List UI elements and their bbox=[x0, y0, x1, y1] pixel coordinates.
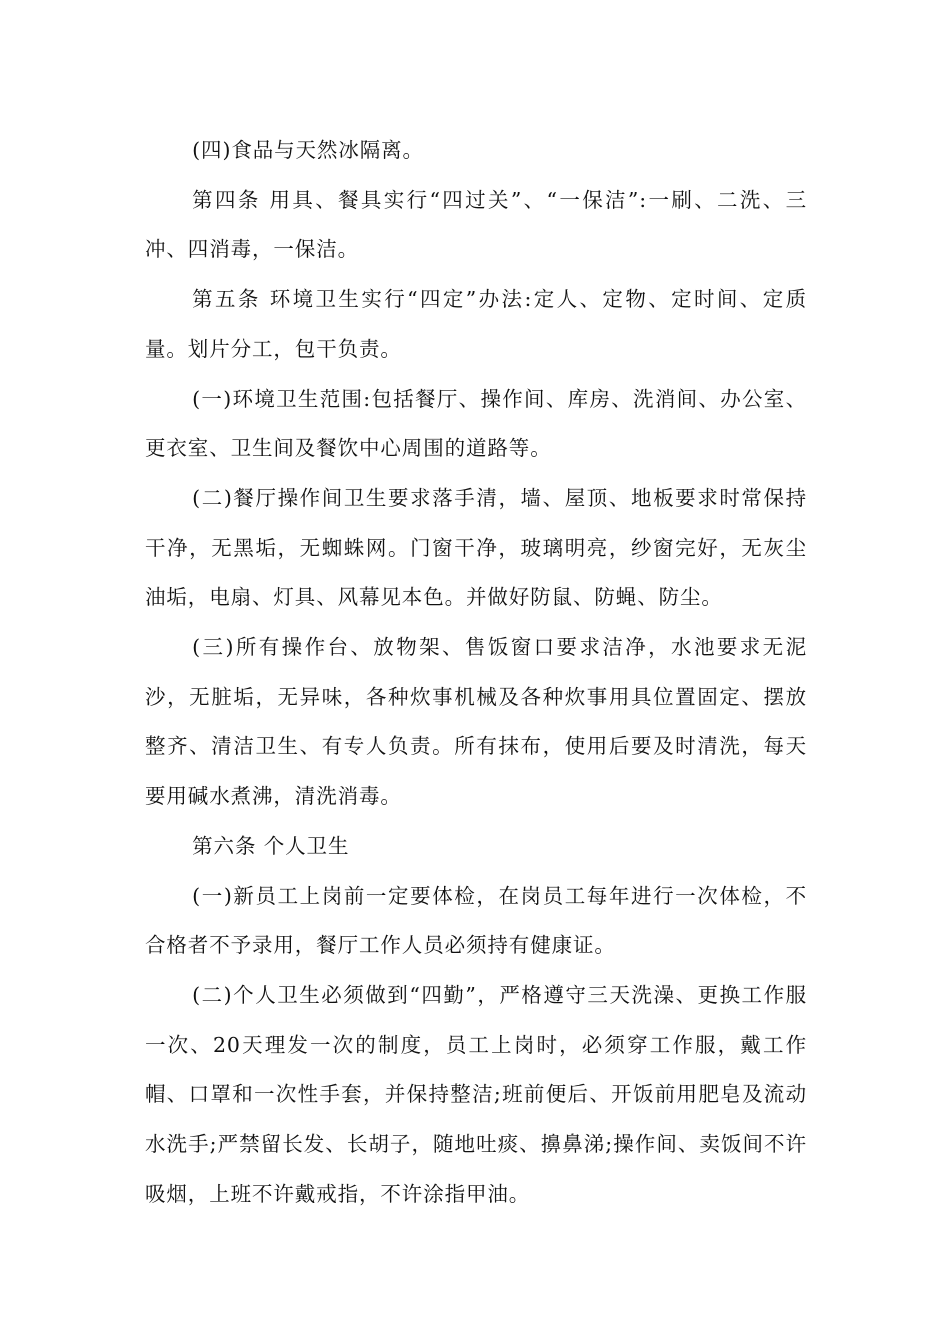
paragraph-article-6: 第六条 个人卫生 bbox=[192, 833, 350, 858]
paragraph-article-5: 第五条 环境卫生实行“四定”办法:定人、定物、定时间、定质量。划片分工，包干负责。 bbox=[145, 287, 807, 361]
paragraph-personal-hygiene: (二)个人卫生必须做到“四勤”，严格遵守三天洗澡、更换工作服一次、20天理发一次的制度，员工上岗时，必须穿工作服，戴工作帽、口罩和一次性手套，并保持整洁;班前便后、开饭前用肥皂及流动水洗手;严禁留长发、长胡子，随地吐痰、擤鼻涕;操作间、卖饭间不许吸烟，上班不许戴戒指，不许涂指甲油。 bbox=[145, 982, 807, 1206]
paragraph-article-4: 第四条 用具、餐具实行“四过关”、“一保洁”:一刷、二洗、三冲、四消毒，一保洁。 bbox=[145, 187, 807, 262]
paragraph-section-4: (四)食品与天然冰隔离。 bbox=[192, 138, 424, 162]
document-body bbox=[145, 126, 807, 1219]
paragraph-health-check: (一)新员工上岗前一定要体检，在岗员工每年进行一次体检，不合格者不予录用，餐厅工作人员必须持有健康证。 bbox=[145, 883, 807, 958]
paragraph-env-kitchen: (二)餐厅操作间卫生要求落手清，墙、屋顶、地板要求时常保持干净，无黑垢，无蜘蛛网。门窗干净，玻璃明亮，纱窗完好，无灰尘油垢，电扇、灯具、风幕见本色。并做好防鼠、防蝇、防尘。 bbox=[145, 485, 807, 610]
paragraph-env-equipment: (三)所有操作台、放物架、售饭窗口要求洁净，水池要求无泥沙，无脏垢，无异味，各种炊事机械及各种炊事用具位置固定、摆放整齐、清洁卫生、有专人负责。所有抹布，使用后要及时清洗，每天要用碱水煮沸，清洗消毒。 bbox=[145, 635, 807, 809]
paragraph-env-scope: (一)环境卫生范围:包括餐厅、操作间、库房、洗消间、办公室、更衣室、卫生间及餐饮中心周围的道路等。 bbox=[145, 386, 807, 461]
